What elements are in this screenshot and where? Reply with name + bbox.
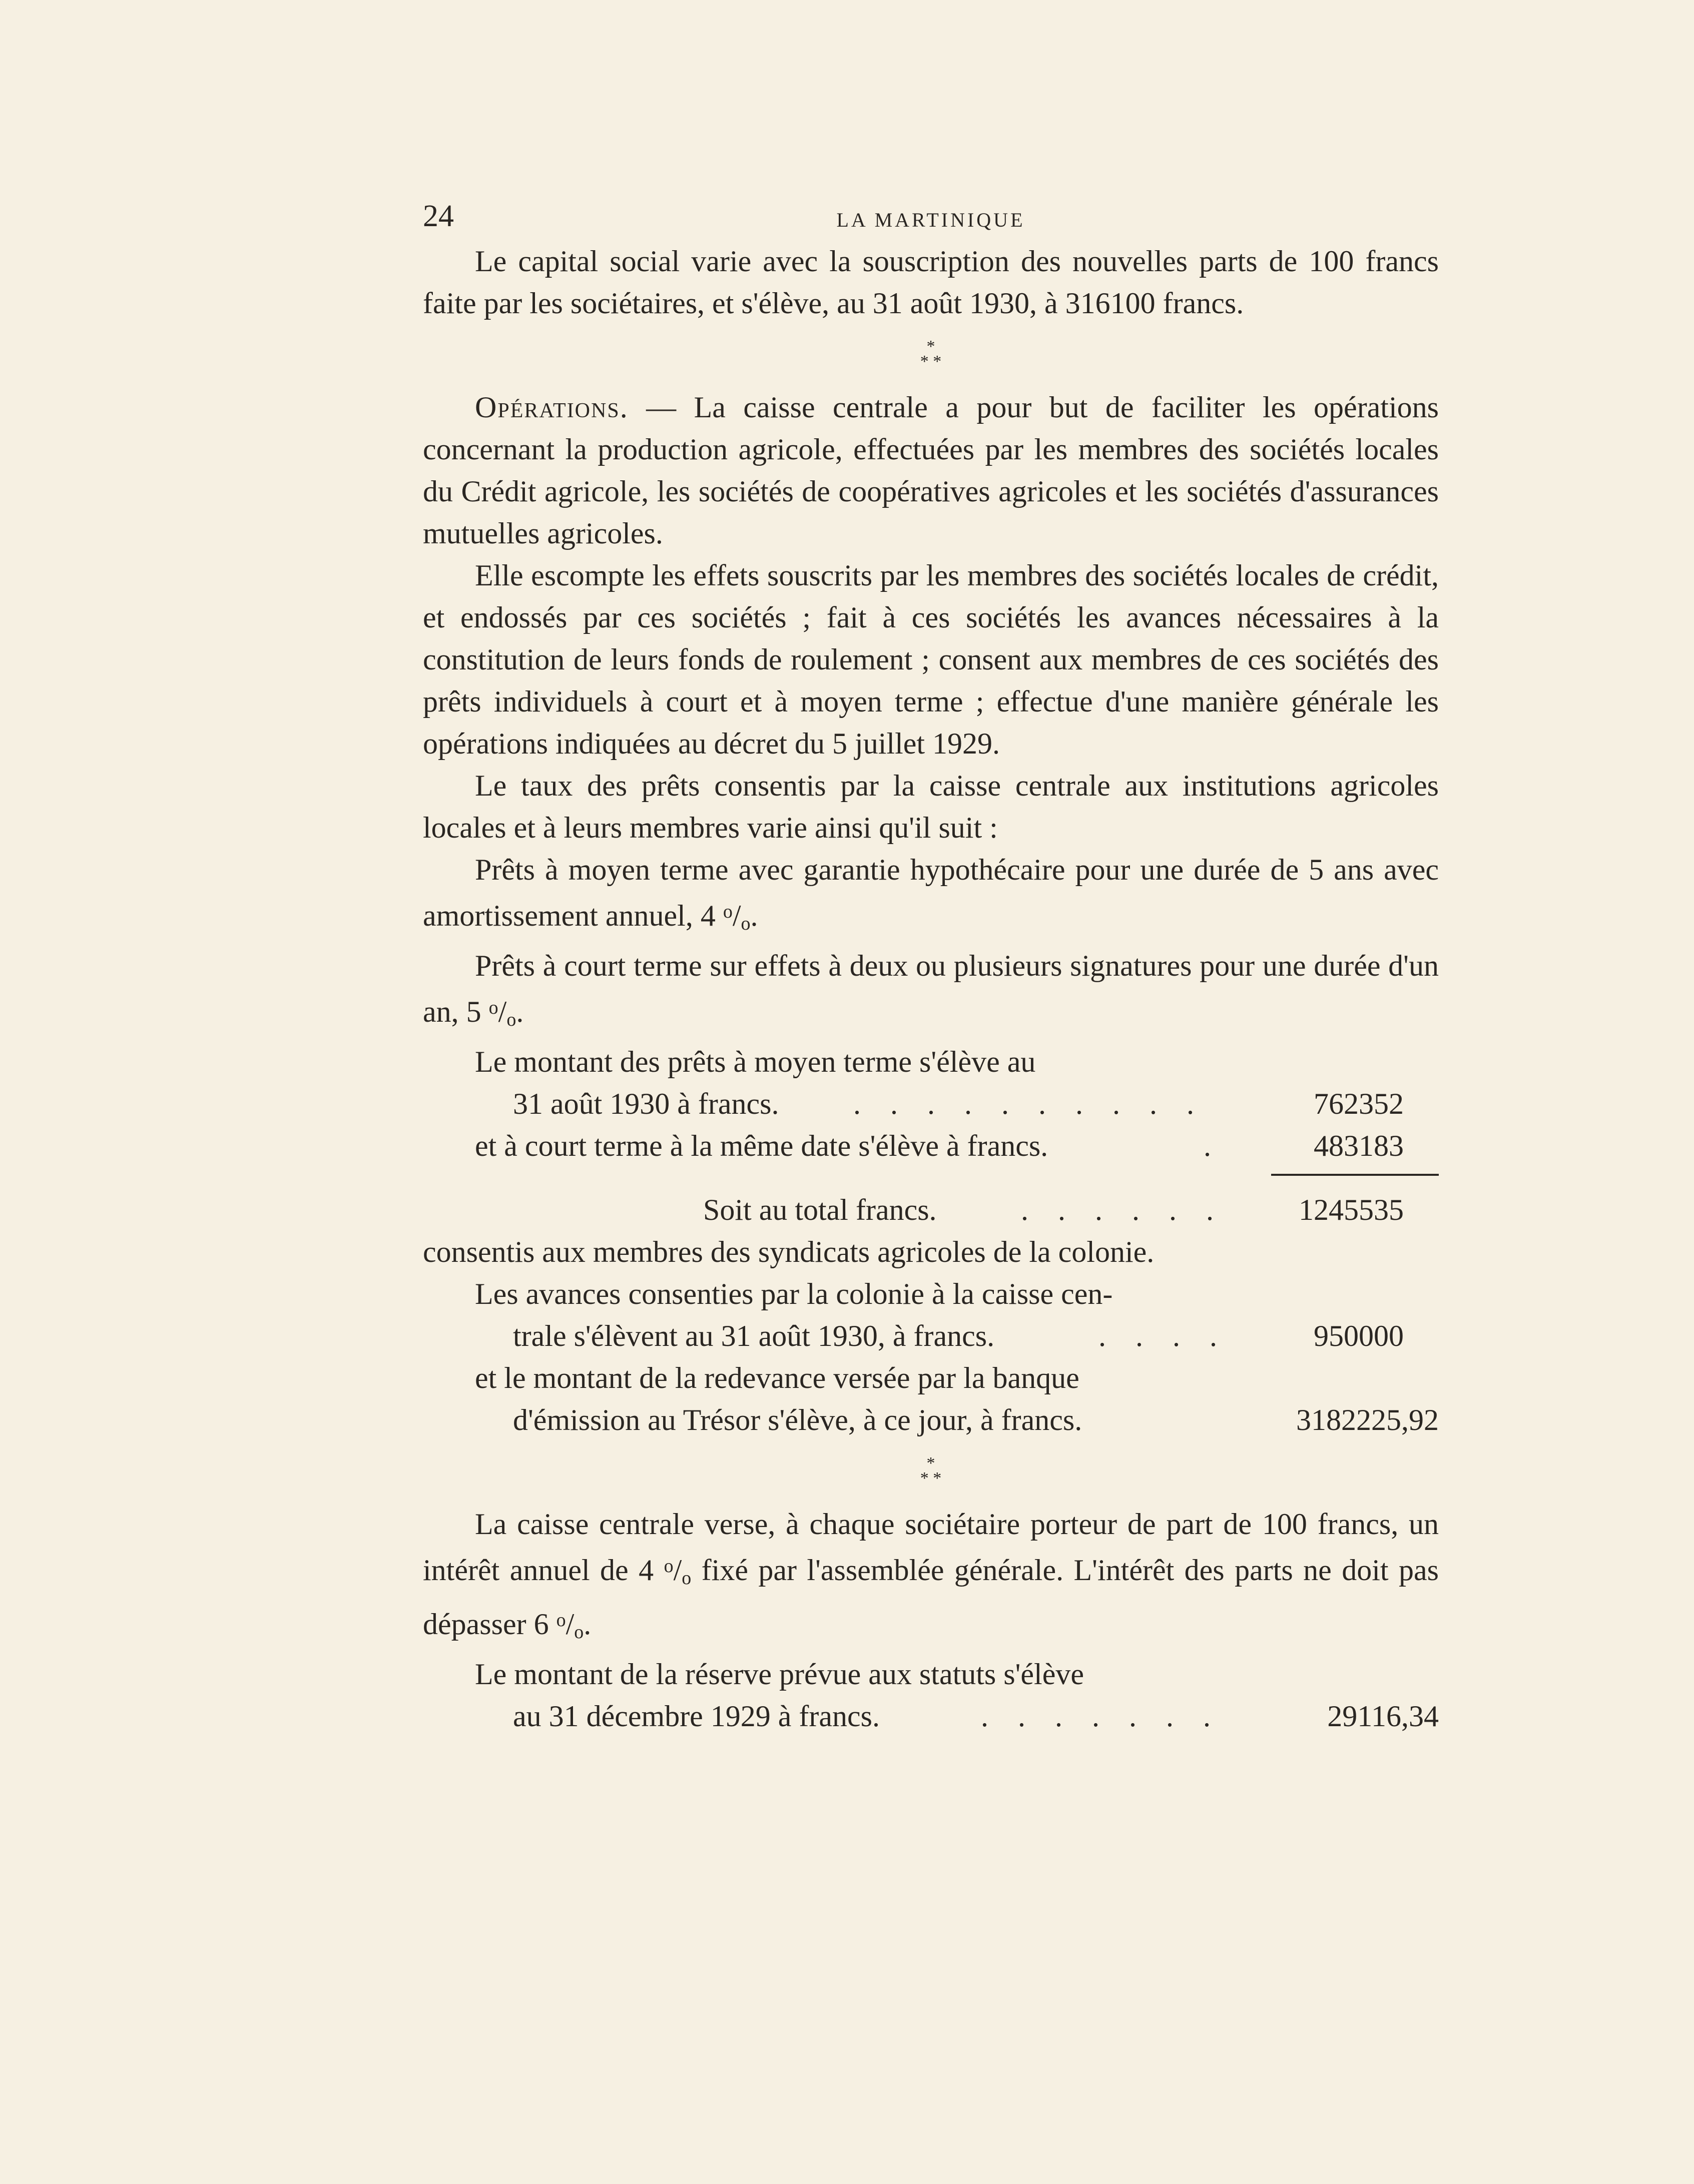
paragraph-prets-moyen-terme: Prêts à moyen terme avec garantie hypothécaire pour une durée de 5 ans avec amortissement annuel, 4 $^o/_o$.: [423, 853, 1439, 934]
percent-sub: o: [506, 1009, 516, 1030]
section-separator: [423, 1441, 1439, 1503]
table-row-total: [423, 1189, 1439, 1231]
table-avances: [423, 1273, 1439, 1441]
table-row: [423, 1315, 1439, 1357]
row-label: et à court terme à la même date s'élève à francs.: [475, 1129, 1048, 1162]
row-label: Les avances consenties par la colonie à la caisse cen-: [475, 1277, 1113, 1310]
asterism-top: *: [926, 337, 935, 356]
paragraph-escompte: Elle escompte les effets souscrits par les membres des sociétés locales de crédit, et endossés par ces sociétés ; fait à ces sociétés les avances nécessaires à la constitution de leurs fonds de roulement ; consent aux membres de ces sociétés des prêts individuels à court et à moyen terme ; effectue d'une manière générale les opérations indiquées au décret du 5 juillet 1929.: [423, 559, 1439, 760]
asterism-top: *: [926, 1454, 935, 1473]
total-label: Soit au total francs.: [703, 1193, 937, 1226]
row-amount: 762352: [1314, 1087, 1404, 1120]
row-amount: 29116,34: [1327, 1700, 1439, 1733]
paragraph-prets-court-terme: Prêts à court terme sur effets à deux ou plusieurs signatures pour une durée d'un an, 5 $^o/_o$.: [423, 949, 1439, 1030]
row-label: trale s'élèvent au 31 août 1930, à francs.: [513, 1319, 995, 1352]
percent-sub: o: [741, 913, 751, 934]
page-number: 24: [423, 199, 454, 233]
table-row: [423, 1041, 1439, 1083]
table-reserve: [423, 1653, 1439, 1737]
row-label: d'émission au Trésor s'élève, à ce jour, à francs.: [513, 1403, 1082, 1436]
row-amount: 3182225,92: [1296, 1403, 1439, 1436]
asterism-bottom: * *: [920, 1469, 942, 1488]
paragraph-operations: [423, 386, 1439, 554]
leader-dots: . . . . . .: [1021, 1193, 1225, 1226]
prets-court-end: .: [516, 995, 524, 1028]
leader-dots: . . . . . . . . . .: [853, 1087, 1205, 1120]
running-title: LA MARTINIQUE: [836, 209, 1025, 231]
sum-rule: [423, 1167, 1439, 1189]
percent-sup: o: [664, 1556, 674, 1577]
paragraph-consentis: consentis aux membres des syndicats agricoles de la colonie.: [423, 1235, 1155, 1268]
prets-court-text: Prêts à court terme sur effets à deux ou plusieurs signatures pour une durée d'un an, 5: [423, 949, 1439, 1028]
table-row: [423, 1653, 1439, 1695]
operations-text: — La caisse centrale a pour but de faciliter les opérations concernant la production agricole, effectuées par les membres des sociétés locales du Crédit agricole, les sociétés de coopératives agricoles et les sociétés d'assurances mutuelles agricoles.: [423, 391, 1439, 550]
prets-moyen-text: Prêts à moyen terme avec garantie hypothécaire pour une durée de 5 ans avec amortissement annuel, 4: [423, 853, 1439, 932]
row-label: Le montant des prêts à moyen terme s'élève au: [475, 1045, 1036, 1078]
row-label: et le montant de la redevance versée par la banque: [475, 1361, 1079, 1394]
row-amount: 483183: [1314, 1129, 1404, 1162]
table-row: [423, 1357, 1439, 1399]
row-label: 31 août 1930 à francs.: [513, 1087, 779, 1120]
paragraph-taux: Le taux des prêts consentis par la caisse centrale aux institutions agricoles locales et à leurs membres varie ainsi qu'il suit :: [423, 769, 1439, 844]
section-separator: [423, 324, 1439, 386]
total-amount: 1245535: [1299, 1193, 1404, 1226]
table-row: [423, 1695, 1439, 1737]
table-row: [423, 1125, 1439, 1167]
table-montant-prets: [423, 1041, 1439, 1231]
table-row: [423, 1083, 1439, 1125]
percent-sub: o: [682, 1568, 692, 1589]
percent-sup: o: [488, 997, 498, 1018]
paragraph-interet: La caisse centrale verse, à chaque sociétaire porteur de part de 100 francs, un intérêt annuel de 4 $^o/_o$ fixé par l'assemblée générale. L'intérêt des parts ne doit pas dépasser 6 $^o/_o$.: [423, 1508, 1439, 1643]
asterism-bottom: * *: [920, 352, 942, 371]
operations-heading: Opérations.: [475, 391, 629, 424]
interet-text-1: La caisse centrale verse, à chaque sociétaire porteur de part de 100 francs, un intérêt annuel de 4: [423, 1508, 1439, 1587]
percent-sup: o: [723, 901, 733, 922]
table-row: [423, 1273, 1439, 1315]
prets-moyen-end: .: [750, 899, 758, 932]
table-row: [423, 1399, 1439, 1441]
leader-dots: . . . .: [1098, 1319, 1228, 1352]
interet-text-2: fixé par l'assemblée générale. L'intérêt des parts ne doit pas dépasser 6: [423, 1554, 1439, 1641]
percent-sup: o: [556, 1610, 566, 1631]
page-header: [423, 195, 1439, 240]
paragraph-capital: Le capital social varie avec la souscription des nouvelles parts de 100 francs faite par les sociétaires, et s'élève, au 31 août 1930, à 316100 francs.: [423, 245, 1439, 320]
row-amount: 950000: [1314, 1319, 1404, 1352]
row-label: au 31 décembre 1929 à francs.: [513, 1700, 880, 1733]
row-label: Le montant de la réserve prévue aux statuts s'élève: [475, 1658, 1084, 1691]
leader-dots: . . . . . . .: [981, 1700, 1222, 1733]
percent-sub: o: [574, 1622, 584, 1643]
interet-end: .: [584, 1608, 592, 1641]
document-page: [423, 195, 1439, 1737]
leader-dots: .: [1204, 1129, 1222, 1162]
